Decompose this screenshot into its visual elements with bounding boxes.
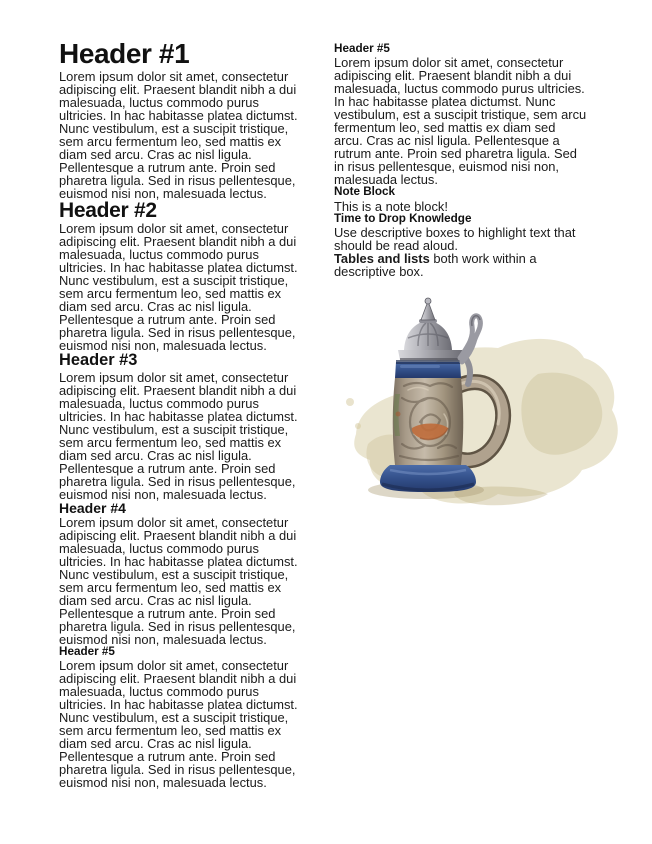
note-block-heading: Note Block [334,185,396,199]
stein-lid [398,298,464,361]
header-5-paragraph-left: Lorem ipsum dolor sit amet, consectetur adipiscing elit. Praesent blandit nibh a dui malesuada, luctus commodo purus ultricies. In hac habitasse platea dictumst. Nunc vestibulum, est a suscipit tristique, sem arcu fermentum leo, sed mattis ex diam sed arcu. Cras ac nisl ligula. Pellentesque a rutrum ante. Proin sed pharetra ligula. Sed in risus pellentesque, euismod nisi non, malesuada lectus. [59,658,298,791]
header-5-heading-right: Header #5 [334,42,390,55]
right-column [334,43,587,516]
text-run: both work within a descriptive box. [334,250,537,279]
header-4-paragraph: Lorem ipsum dolor sit amet, consectetur adipiscing elit. Praesent blandit nibh a dui malesuada, luctus commodo purus ultricies. In hac habitasse platea dictumst. Nunc vestibulum, est a suscipit tristique, sem arcu fermentum leo, sed mattis ex diam sed arcu. Cras ac nisl ligula. Pellentesque a rutrum ante. Proin sed pharetra ligula. Sed in risus pellentesque, euismod nisi non, malesuada lectus. [59,514,298,647]
stein-body [393,378,464,465]
header-1-heading: Header #1 [59,38,190,69]
stein-top-band [395,360,461,378]
header-3-heading: Header #3 [59,351,138,369]
header-2-heading: Header #2 [59,199,157,222]
stein-base [380,465,476,492]
tables-lists-text [334,252,587,278]
beer-stein-illustration [338,294,628,516]
header-5-paragraph-right: Lorem ipsum dolor sit amet, consectetur adipiscing elit. Praesent blandit nibh a dui malesuada, luctus commodo purus ultricies. In hac habitasse platea dictumst. Nunc vestibulum, est a suscipit tristique, sem arcu fermentum leo, sed mattis ex diam sed arcu. Cras ac nisl ligula. Pellentesque a rutrum ante. Proin sed pharetra ligula. Sed in risus pellentesque, euismod nisi non, malesuada lectus. [334,55,587,188]
bold-text-run: Tables and lists [334,250,430,266]
header-4-heading: Header #4 [59,500,126,517]
header-2-paragraph: Lorem ipsum dolor sit amet, consectetur adipiscing elit. Praesent blandit nibh a dui malesuada, luctus commodo purus ultricies. In hac habitasse platea dictumst. Nunc vestibulum, est a suscipit tristique, sem arcu fermentum leo, sed mattis ex diam sed arcu. Cras ac nisl ligula. Pellentesque a rutrum ante. Proin sed pharetra ligula. Sed in risus pellentesque, euismod nisi non, malesuada lectus. [59,221,298,353]
drop-knowledge-text: Use descriptive boxes to highlight text that should be read aloud. [334,224,576,253]
left-column [59,40,309,789]
note-block-text: This is a note block! [334,198,448,214]
header-5-heading-left: Header #5 [59,644,115,658]
header-3-paragraph: Lorem ipsum dolor sit amet, consectetur adipiscing elit. Praesent blandit nibh a dui malesuada, luctus commodo purus ultricies. In hac habitasse platea dictumst. Nunc vestibulum, est a suscipit tristique, sem arcu fermentum leo, sed mattis ex diam sed arcu. Cras ac nisl ligula. Pellentesque a rutrum ante. Proin sed pharetra ligula. Sed in risus pellentesque, euismod nisi non, malesuada lectus. [59,370,298,503]
beer-stein-svg [338,294,628,516]
drop-knowledge-heading: Time to Drop Knowledge [334,211,472,225]
header-1-paragraph: Lorem ipsum dolor sit amet, consectetur adipiscing elit. Praesent blandit nibh a dui malesuada, luctus commodo purus ultricies. In hac habitasse platea dictumst. Nunc vestibulum, est a suscipit tristique, sem arcu fermentum leo, sed mattis ex diam sed arcu. Cras ac nisl ligula. Pellentesque a rutrum ante. Proin sed pharetra ligula. Sed in risus pellentesque, euismod nisi non, malesuada lectus. [59,69,298,201]
